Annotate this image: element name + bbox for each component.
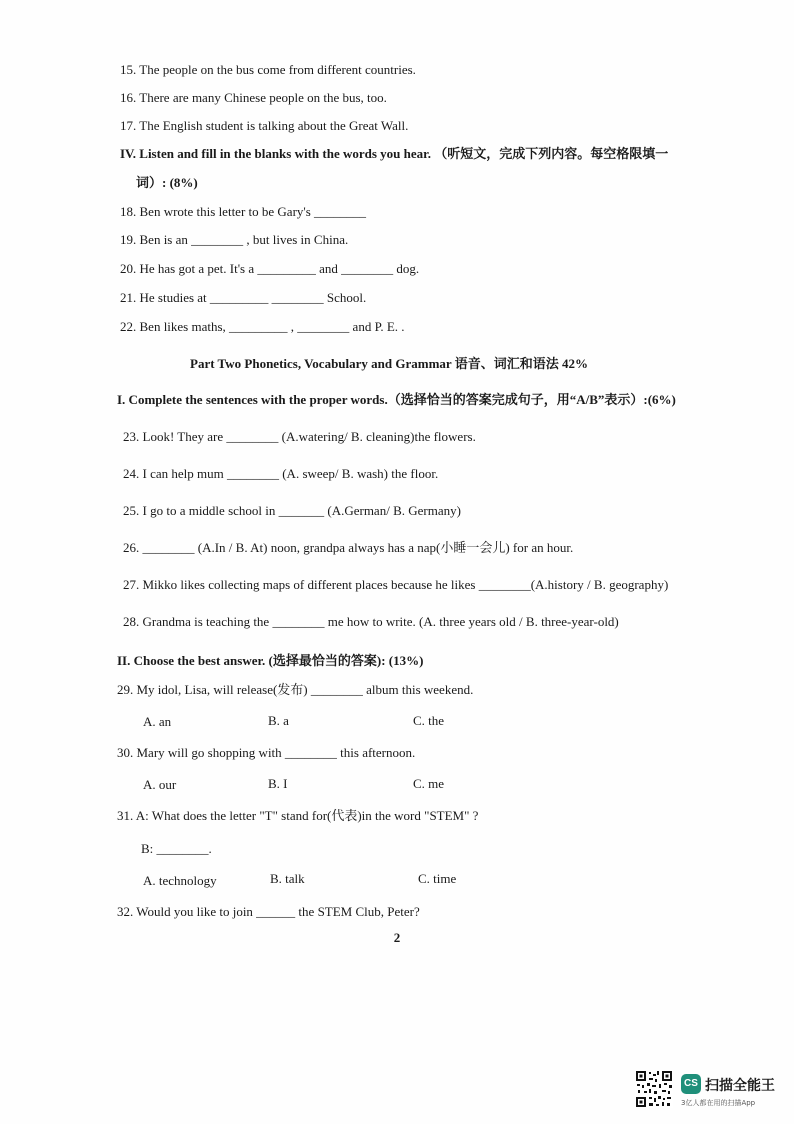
option-30-b: B. I	[268, 776, 288, 791]
option-31-c: C. time	[418, 871, 457, 886]
question-21: 21. He studies at _________ ________ School.	[120, 290, 367, 305]
section-iv-title-cont: 词）: (8%)	[136, 175, 198, 190]
section-iv-title: IV. Listen and fill in the blanks with the words you hear. （听短文，完成下列内容。每空格限填一	[120, 146, 669, 161]
camscanner-name: 扫描全能王	[705, 1078, 775, 1094]
question-19: 19. Ben is an ________ , but lives in China.	[120, 232, 349, 247]
option-30-a: A. our	[143, 777, 177, 792]
section-ii-title: II. Choose the best answer. (选择最恰当的答案): (13%)	[117, 653, 424, 668]
question-27: 27. Mikko likes collecting maps of different places because he likes ________(A.history / B. geography)	[123, 577, 669, 592]
page-number: 2	[393, 930, 401, 945]
question-22: 22. Ben likes maths, _________ , ________ and P. E. .	[120, 319, 405, 334]
part-two-heading: Part Two Phonetics, Vocabulary and Grammar 语音、词汇和语法 42%	[190, 356, 588, 371]
camscanner-tagline: 3亿人都在用的扫描App	[681, 1099, 756, 1107]
question-29: 29. My idol, Lisa, will release(发布) ________ album this weekend.	[117, 682, 474, 697]
question-16: 16. There are many Chinese people on the bus, too.	[120, 90, 387, 105]
option-30-c: C. me	[413, 776, 445, 791]
question-17: 17. The English student is talking about the Great Wall.	[120, 118, 409, 133]
question-20: 20. He has got a pet. It's a _________ and ________ dog.	[120, 261, 420, 276]
option-29-a: A. an	[143, 714, 172, 729]
question-15: 15. The people on the bus come from different countries.	[120, 62, 416, 77]
option-29-b: B. a	[268, 713, 289, 728]
option-31-b: B. talk	[270, 871, 305, 886]
qr-code-icon	[635, 1070, 673, 1108]
question-23: 23. Look! They are ________ (A.watering/ B. cleaning)the flowers.	[123, 429, 476, 444]
question-30: 30. Mary will go shopping with ________ this afternoon.	[117, 745, 416, 760]
option-29-c: C. the	[413, 713, 445, 728]
question-18: 18. Ben wrote this letter to be Gary's ________	[120, 204, 367, 219]
option-31-a: A. technology	[143, 873, 217, 888]
camscanner-logo: CS	[681, 1074, 701, 1094]
question-24: 24. I can help mum ________ (A. sweep/ B. wash) the floor.	[123, 466, 439, 481]
question-26: 26. ________ (A.In / B. At) noon, grandpa always has a nap(小睡一会儿) for an hour.	[123, 540, 574, 555]
question-25: 25. I go to a middle school in _______ (A.German/ B. Germany)	[123, 503, 461, 518]
question-31: 31. A: What does the letter "T" stand for(代表)in the word "STEM" ?	[117, 808, 479, 823]
question-28: 28. Grandma is teaching the ________ me how to write. (A. three years old / B. three-year-old)	[123, 614, 619, 629]
question-32: 32. Would you like to join ______ the STEM Club, Peter?	[117, 904, 420, 919]
section-i-title: I. Complete the sentences with the proper words.（选择恰当的答案完成句子，用“A/B”表示）:(6%)	[117, 392, 676, 407]
scanner-watermark	[635, 1070, 785, 1112]
question-31-b-line: B: ________.	[141, 841, 212, 856]
